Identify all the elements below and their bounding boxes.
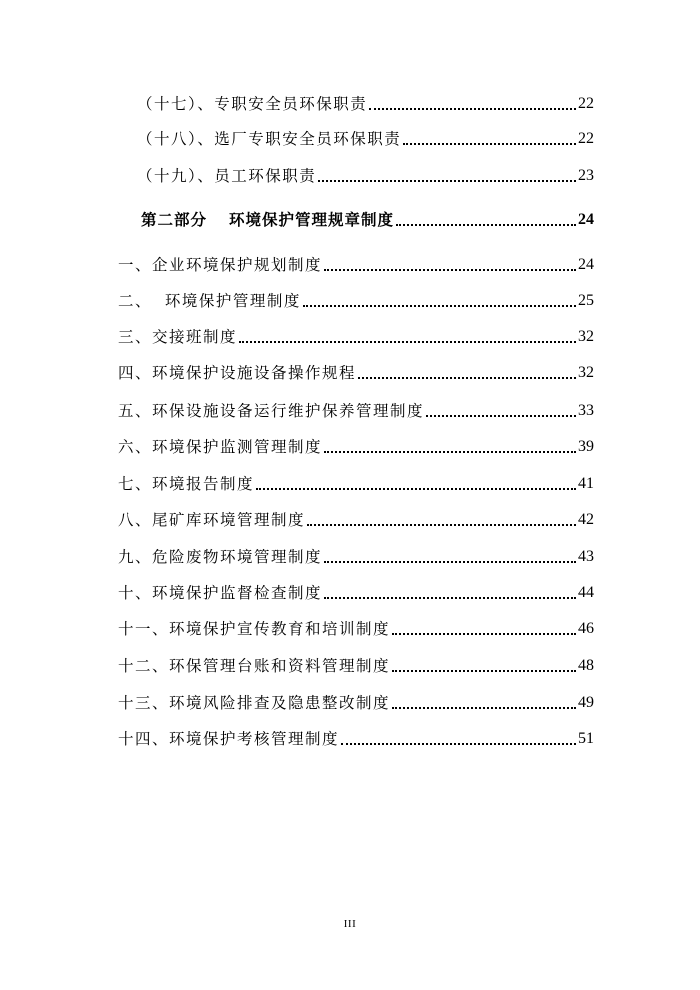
toc-entry[interactable] [118, 506, 594, 530]
toc-entry[interactable] [118, 615, 594, 639]
toc-entry-title: 九、危险废物环境管理制度 [118, 548, 323, 566]
toc-entry[interactable] [118, 323, 594, 347]
toc-entry[interactable] [118, 652, 594, 676]
toc-entry-page: 22 [578, 95, 594, 112]
toc-leader [324, 451, 576, 453]
toc-part-label: 第二部分 [141, 210, 208, 229]
toc-entry-page: 39 [578, 438, 594, 455]
toc-entry[interactable] [118, 287, 594, 311]
toc-entry-page: 44 [578, 584, 594, 601]
toc-entry-title: 二、 环境保护管理制度 [118, 292, 301, 310]
toc-entry-title: （十九）、员工环保职责 [137, 167, 317, 185]
toc-entry-title: 四、环境保护设施设备操作规程 [118, 364, 357, 382]
toc-entry-title: 六、环境保护监测管理制度 [118, 438, 323, 456]
toc-entry-page: 32 [578, 328, 594, 345]
toc-entry-page: 25 [578, 292, 594, 309]
toc-entry[interactable] [118, 470, 594, 494]
toc-entry[interactable] [118, 543, 594, 567]
toc-leader [324, 597, 576, 599]
toc-part-title: 环境保护管理规章制度 [229, 210, 395, 229]
toc-leader [392, 670, 576, 672]
toc-entry-page: 43 [578, 548, 594, 565]
toc-leader [307, 524, 576, 526]
toc-leader [369, 108, 576, 110]
toc-part-heading[interactable] [141, 206, 594, 230]
toc-entry-page: 42 [578, 511, 594, 528]
toc-entry[interactable] [118, 689, 594, 713]
toc-leader [392, 707, 576, 709]
toc-entry[interactable] [118, 433, 594, 457]
toc-leader [324, 561, 576, 563]
toc-entry[interactable] [137, 90, 594, 114]
toc-entry-title: 七、环境报告制度 [118, 475, 255, 493]
toc-entry[interactable] [118, 251, 594, 275]
toc-entry-title: （十七）、专职安全员环保职责 [137, 95, 368, 113]
toc-leader [426, 415, 576, 417]
toc-entry-page: 22 [578, 130, 594, 147]
toc-entry-title: 十一、环境保护宣传教育和培训制度 [118, 620, 391, 638]
page-number: III [343, 918, 357, 930]
toc-leader [324, 269, 576, 271]
toc-leader [303, 305, 576, 307]
toc-entry-title: 十三、环境风险排查及隐患整改制度 [118, 694, 391, 712]
toc-leader [392, 633, 576, 635]
toc-entry-title: 十、环境保护监督检查制度 [118, 584, 323, 602]
toc-entry-page: 48 [578, 657, 594, 674]
toc-leader [358, 377, 576, 379]
toc-entry-title: 一、企业环境保护规划制度 [118, 256, 323, 274]
toc-leader [341, 743, 576, 745]
toc-entry[interactable] [118, 579, 594, 603]
toc-leader [239, 341, 576, 343]
toc-entry[interactable] [118, 359, 594, 383]
toc-entry[interactable] [118, 397, 594, 421]
toc-leader [403, 143, 576, 145]
toc-leader [396, 224, 576, 226]
toc-entry-title: 五、环保设施设备运行维护保养管理制度 [118, 402, 425, 420]
toc-entry-title: 三、交接班制度 [118, 328, 238, 346]
toc-entry-page: 33 [578, 402, 594, 419]
toc-entry-page: 49 [578, 694, 594, 711]
toc-part-page: 24 [578, 211, 594, 228]
toc-entry-page: 24 [578, 256, 594, 273]
toc-entry-page: 32 [578, 364, 594, 381]
toc-entry-page: 51 [578, 730, 594, 747]
toc-entry-title: 八、尾矿库环境管理制度 [118, 511, 306, 529]
toc-entry[interactable] [118, 725, 594, 749]
toc-entry-page: 23 [578, 167, 594, 184]
toc-entry-title: 十二、环保管理台账和资料管理制度 [118, 657, 391, 675]
toc-entry-page: 41 [578, 475, 594, 492]
toc-entry-title: （十八）、选厂专职安全员环保职责 [137, 130, 402, 148]
toc-entry[interactable] [137, 125, 594, 149]
toc-entry-title: 十四、环境保护考核管理制度 [118, 730, 340, 748]
toc-leader [256, 488, 576, 490]
toc-entry-page: 46 [578, 620, 594, 637]
toc-entry[interactable] [137, 162, 594, 186]
toc-leader [318, 180, 576, 182]
